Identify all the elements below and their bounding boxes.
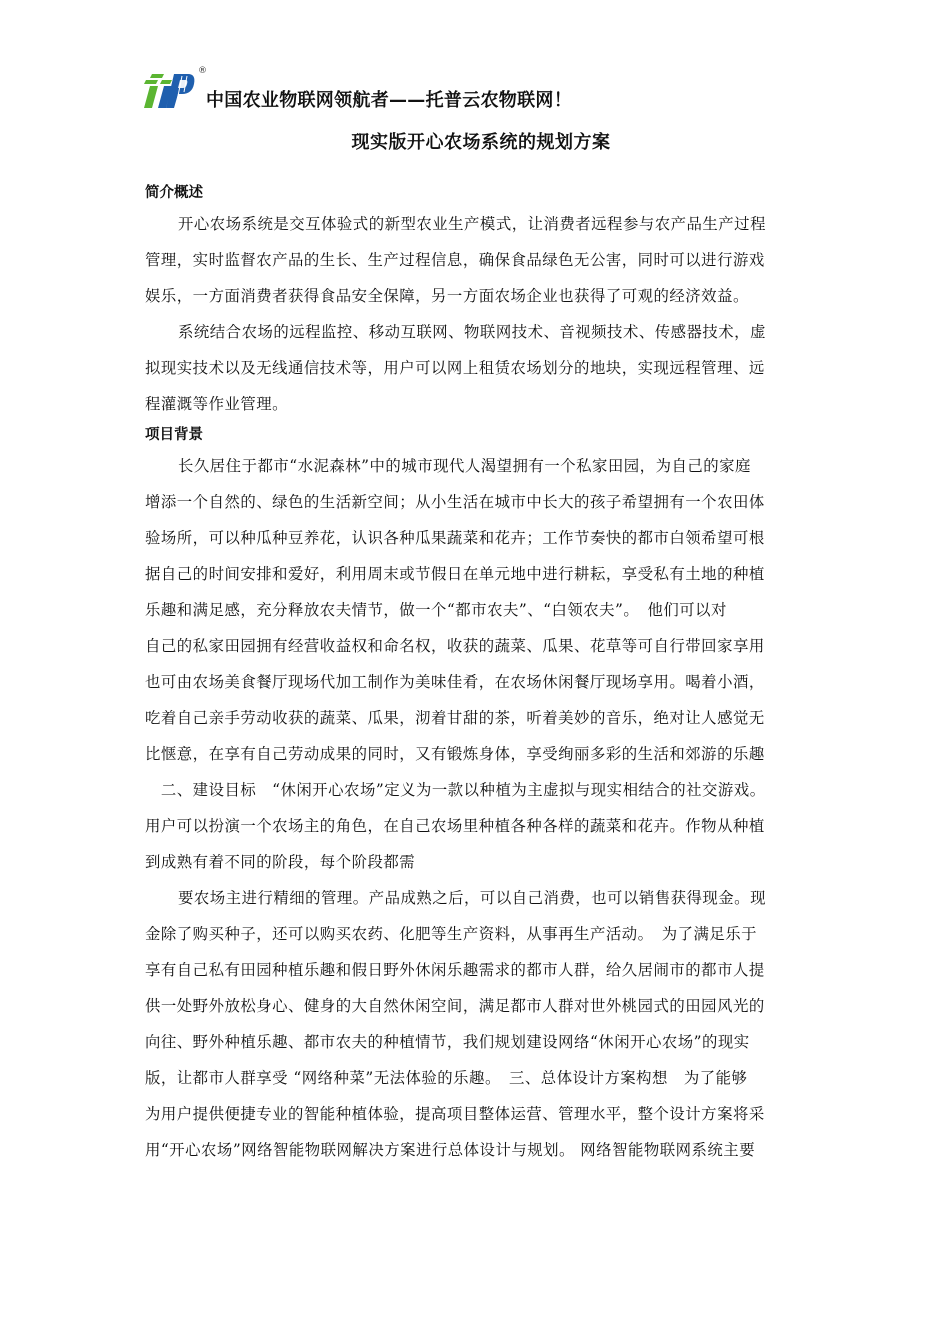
paragraph-line: 程灌溉等作业管理。 xyxy=(145,395,289,413)
paragraph-line: 增添一个自然的、绿色的生活新空间；从小生活在城市中长大的孩子希望拥有一个农田体 xyxy=(145,493,765,511)
paragraph-line: 系统结合农场的远程监控、移动互联网、物联网技术、音视频技术、传感器技术，虚 xyxy=(178,323,766,341)
section-heading: 简介概述 xyxy=(145,185,203,201)
section-heading: 项目背景 xyxy=(145,427,203,443)
paragraph-line: 到成熟有着不同的阶段，每个阶段都需 xyxy=(145,853,416,871)
paragraph-line: 吃着自己亲手劳动收获的蔬菜、瓜果，沏着甘甜的茶，听着美妙的音乐，绝对让人感觉无 xyxy=(145,709,765,727)
paragraph-line: 开心农场系统是交互体验式的新型农业生产模式，让消费者远程参与农产品生产过程 xyxy=(178,215,766,233)
paragraph-line: 要农场主进行精细的管理。产品成熟之后，可以自己消费，也可以销售获得现金。现 xyxy=(178,889,766,907)
paragraph-line: 据自己的时间安排和爱好，利用周末或节假日在单元地中进行耕耘，享受私有土地的种植 xyxy=(145,565,765,583)
paragraph-line: 向往、野外种植乐趣、都市农夫的种植情节，我们规划建设网络“休闲开心农场”的现实 xyxy=(145,1033,750,1051)
registered-mark: ® xyxy=(198,66,207,76)
paragraph-line: 长久居住于都市“水泥森林”中的城市现代人渴望拥有一个私家田园，为自己的家庭 xyxy=(178,457,751,475)
paragraph-line: 用“开心农场”网络智能物联网解决方案进行总体设计与规划。 网络智能物联网系统主要 xyxy=(145,1141,756,1159)
paragraph-line: 享有自己私有田园种植乐趣和假日野外休闲乐趣需求的都市人群，给久居闹市的都市人提 xyxy=(145,961,765,979)
paragraph-line: 也可由农场美食餐厅现场代加工制作为美味佳肴，在农场休闲餐厅现场享用。喝着小酒， xyxy=(145,673,765,691)
tp-logo-icon xyxy=(142,70,196,110)
paragraph-line: 供一处野外放松身心、健身的大自然休闲空间，满足都市人群对世外桃园式的田园风光的 xyxy=(145,997,765,1015)
document-title: 现实版开心农场系统的规划方案 xyxy=(351,132,611,153)
paragraph-line: 为用户提供便捷专业的智能种植体验，提高项目整体运营、管理水平，整个设计方案将采 xyxy=(145,1105,765,1123)
paragraph-line: 自己的私家田园拥有经营收益权和命名权，收获的蔬菜、瓜果、花草等可自行带回家享用 xyxy=(145,637,765,655)
paragraph-line: 用户可以扮演一个农场主的角色，在自己农场里种植各种各样的蔬菜和花卉。作物从种植 xyxy=(145,817,765,835)
paragraph-line: 娱乐，一方面消费者获得食品安全保障，另一方面农场企业也获得了可观的经济效益。 xyxy=(145,287,749,305)
paragraph-line: 验场所，可以种瓜种豆养花，认识各种瓜果蔬菜和花卉；工作节奏快的都市白领希望可根 xyxy=(145,529,765,547)
section-project-background xyxy=(145,422,810,1168)
paragraph-line: 比惬意，在享有自己劳动成果的同时，又有锻炼身体，享受绚丽多彩的生活和郊游的乐趣 xyxy=(145,745,765,763)
document-body xyxy=(145,180,810,1168)
document-header xyxy=(142,66,702,110)
paragraph-line: 金除了购买种子，还可以购买农药、化肥等生产资料，从事再生产活动。 为了满足乐于 xyxy=(145,925,758,943)
section-introduction xyxy=(145,180,810,422)
company-slogan: 中国农业物联网领航者——托普云农物联网！ xyxy=(206,90,572,111)
paragraph-line: 版，让都市人群享受 “网络种菜”无法体验的乐趣。 三、总体设计方案构想 为了能够 xyxy=(145,1069,748,1087)
paragraph-line: 乐趣和满足感，充分释放农夫情节，做一个“都市农夫”、“白领农夫”。 他们可以对 xyxy=(145,601,727,619)
paragraph-line: 管理，实时监督农产品的生长、生产过程信息，确保食品绿色无公害，同时可以进行游戏 xyxy=(145,251,765,269)
paragraph-line: 二、建设目标 “休闲开心农场”定义为一款以种植为主虚拟与现实相结合的社交游戏。 xyxy=(145,781,766,799)
paragraph-line: 拟现实技术以及无线通信技术等，用户可以网上租赁农场划分的地块，实现远程管理、远 xyxy=(145,359,765,377)
